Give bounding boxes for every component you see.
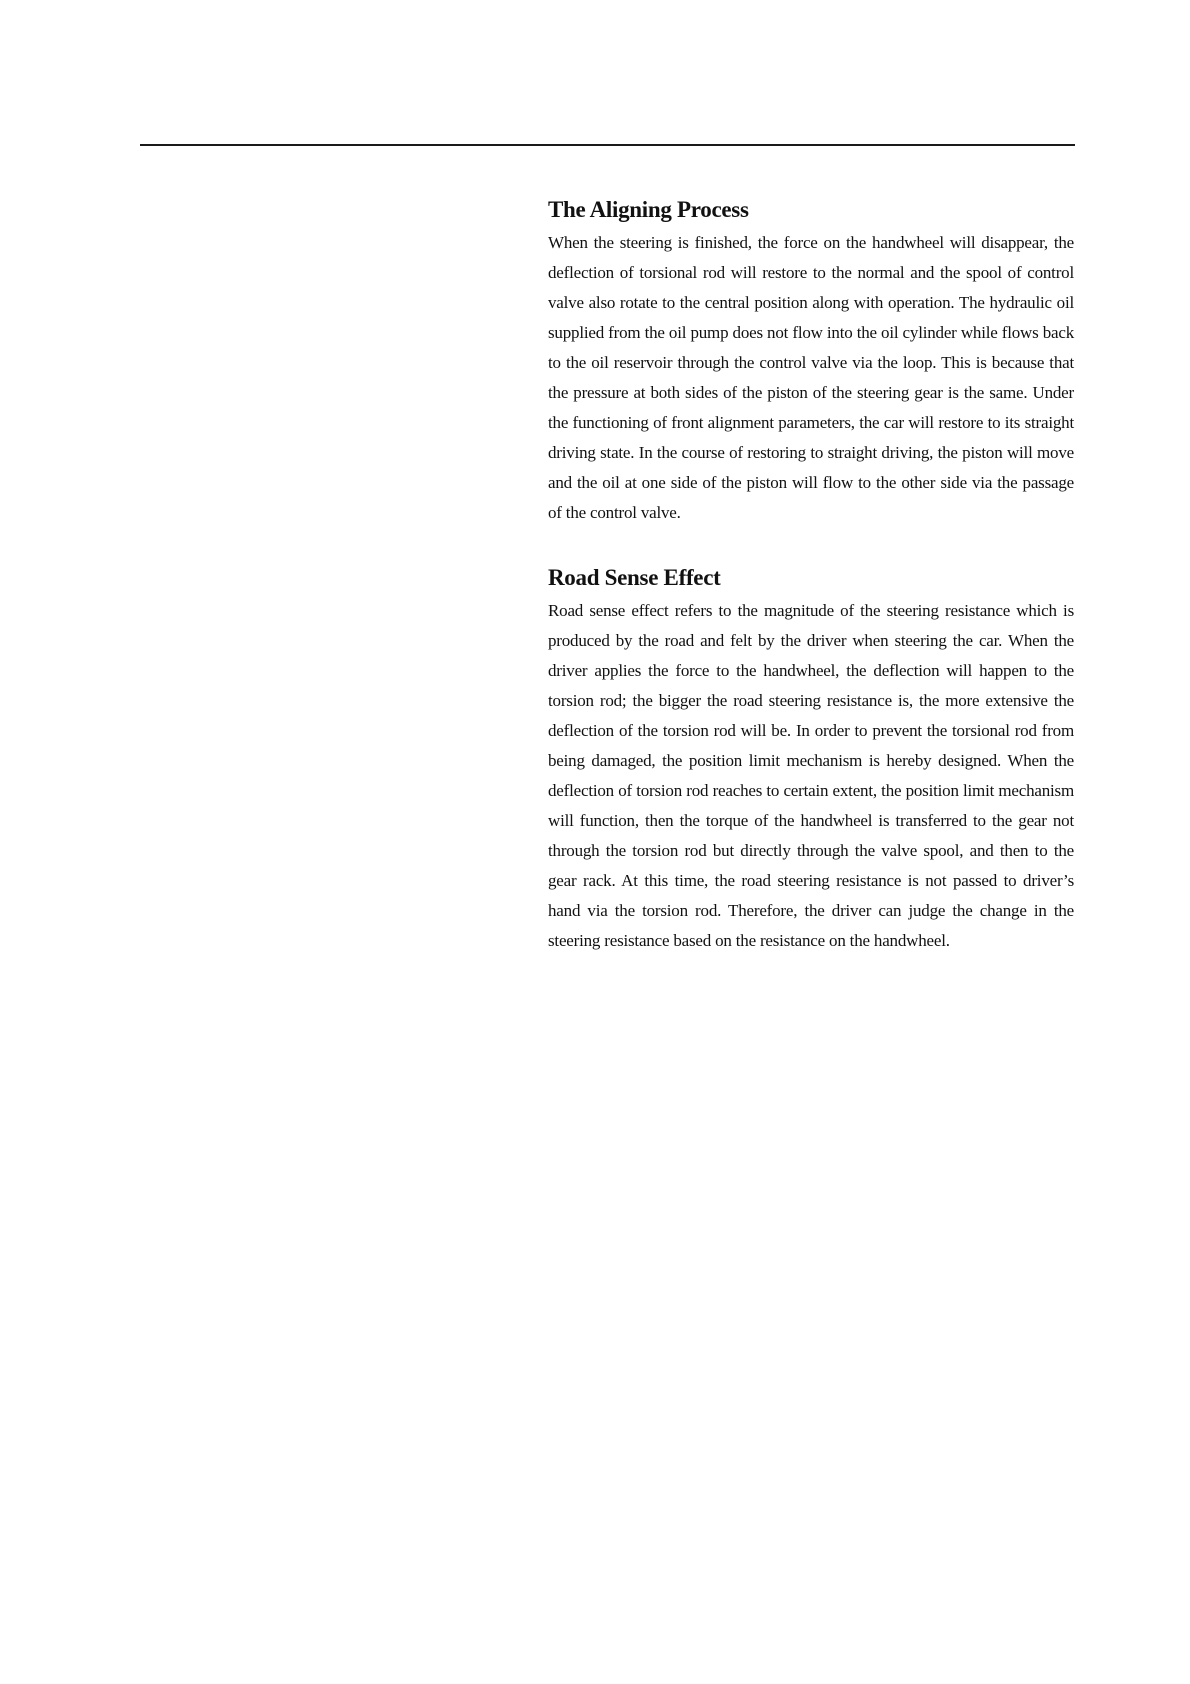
section-heading: Road Sense Effect	[548, 565, 721, 590]
section-road-sense-effect	[548, 560, 1074, 956]
page-content	[548, 192, 1074, 956]
header-rule	[140, 144, 1075, 146]
section-heading: The Aligning Process	[548, 197, 749, 222]
section-aligning-process	[548, 192, 1074, 528]
section-paragraph: When the steering is finished, the force on the handwheel will disappear, the deflection of torsional rod will restore to the normal and the spool of control valve also rotate to the central position along with operation. The hydraulic oil supplied from the oil pump does not flow into the oil cylinder while flows back to the oil reservoir through the control valve via the loop. This is because that the pressure at both sides of the piston of the steering gear is the same. Under the functioning of front alignment parameters, the car will restore to its straight driving state. In the course of restoring to straight driving, the piston will move and the oil at one side of the piston will flow to the other side via the passage of the control valve.	[548, 233, 1074, 522]
section-paragraph: Road sense effect refers to the magnitude of the steering resistance which is produced by the road and felt by the driver when steering the car. When the driver applies the force to the handwheel, the deflection will happen to the torsion rod; the bigger the road steering resistance is, the more extensive the deflection of the torsion rod will be. In order to prevent the torsional rod from being damaged, the position limit mechanism is hereby designed. When the deflection of torsion rod reaches to certain extent, the position limit mechanism will function, then the torque of the handwheel is transferred to the gear not through the torsion rod but directly through the valve spool, and then to the gear rack. At this time, the road steering resistance is not passed to driver’s hand via the torsion rod. Therefore, the driver can judge the change in the steering resistance based on the resistance on the handwheel.	[548, 601, 1074, 950]
